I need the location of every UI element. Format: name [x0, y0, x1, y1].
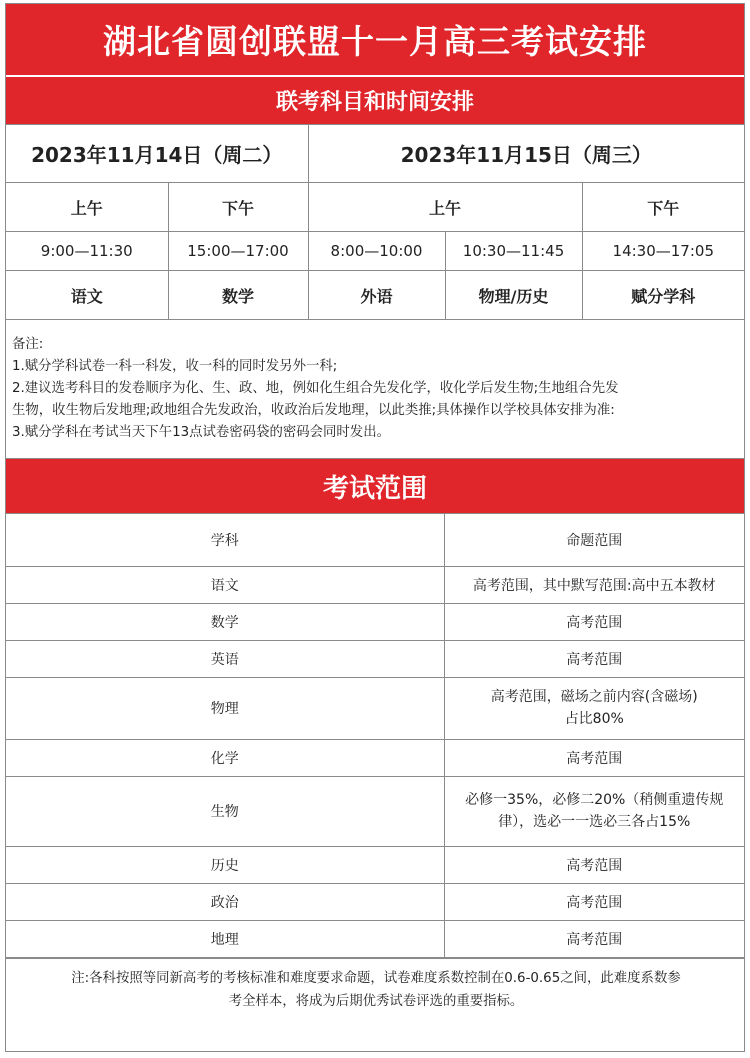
scope-subject: 化学: [6, 739, 444, 776]
schedule-heading: 联考科目和时间安排: [6, 75, 744, 125]
time-cell: 14:30—17:05: [582, 232, 744, 271]
scope-heading: 考试范围: [6, 459, 744, 514]
scope-header-row: [6, 514, 744, 566]
footnote-line: 考全样本，将成为后期优秀试卷评选的重要指标。: [228, 993, 524, 1009]
scope-range: 高考范围: [444, 883, 744, 920]
scope-subject: 政治: [6, 883, 444, 920]
date-row: [6, 125, 744, 183]
table-row: [6, 883, 744, 920]
table-row: [6, 776, 744, 846]
scope-subject: 地理: [6, 920, 444, 957]
scope-range: 高考范围: [444, 739, 744, 776]
period-day2-morning: 上午: [308, 183, 582, 232]
footnote-line: 注:各科按照等同新高考的考核标准和难度要求命题，试卷难度系数控制在0.6-0.65之间，此难度系数参: [71, 970, 681, 986]
period-day1-morning: 上午: [6, 183, 168, 232]
scope-range: 高考范围: [444, 640, 744, 677]
time-row: [6, 232, 744, 271]
scope-header-range: 命题范围: [444, 514, 744, 566]
exam-notice-page: [5, 3, 745, 1052]
table-row: [6, 677, 744, 739]
subject-row: [6, 271, 744, 320]
subject-cell: 外语: [308, 271, 445, 320]
scope-range-line: 必修一35%，必修二20%（稍侧重遗传规: [465, 792, 724, 808]
footnote: [6, 958, 744, 1021]
scope-table: [6, 514, 744, 958]
period-row: [6, 183, 744, 232]
subject-cell: 赋分学科: [582, 271, 744, 320]
scope-range-line: 律），选必一一选必三各占15%: [498, 814, 691, 830]
time-cell: 10:30—11:45: [445, 232, 582, 271]
time-cell: 15:00—17:00: [168, 232, 308, 271]
table-row: [6, 566, 744, 603]
table-row: [6, 603, 744, 640]
subject-cell: 数学: [168, 271, 308, 320]
note-line: 1.赋分学科试卷一科一科发，收一科的同时发另外一科;: [12, 359, 338, 374]
scope-subject: 生物: [6, 776, 444, 846]
notes-section: [6, 320, 744, 459]
scope-range: 高考范围: [444, 920, 744, 957]
scope-subject: 英语: [6, 640, 444, 677]
scope-range: 高考范围: [444, 846, 744, 883]
subject-cell: 语文: [6, 271, 168, 320]
scope-range-line: 高考范围，磁场之前内容(含磁场): [490, 689, 698, 705]
scope-subject: 历史: [6, 846, 444, 883]
schedule-table: [6, 125, 744, 320]
date-day1: 2023年11月14日（周二）: [6, 125, 308, 183]
scope-header-subject: 学科: [6, 514, 444, 566]
table-row: [6, 640, 744, 677]
note-line: 3.赋分学科在考试当天下午13点试卷密码袋的密码会同时发出。: [12, 425, 390, 440]
page-title: 湖北省圆创联盟十一月高三考试安排: [6, 4, 744, 75]
subject-cell: 物理/历史: [445, 271, 582, 320]
time-cell: 9:00—11:30: [6, 232, 168, 271]
scope-subject: 数学: [6, 603, 444, 640]
date-day2: 2023年11月15日（周三）: [308, 125, 744, 183]
scope-range: [444, 776, 744, 846]
note-line: 生物，收生物后发地理;政地组合先发政治，收政治后发地理，以此类推;具体操作以学校具体安排为准:: [12, 403, 615, 418]
note-line: 2.建议选考科目的发卷顺序为化、生、政、地，例如化生组合先发化学，收化学后发生物;生地组合先发: [12, 381, 619, 396]
notes-label: 备注:: [12, 337, 44, 352]
scope-subject: 语文: [6, 566, 444, 603]
scope-range-line: 占比80%: [564, 711, 624, 727]
scope-range: 高考范围，其中默写范围:高中五本教材: [444, 566, 744, 603]
time-cell: 8:00—10:00: [308, 232, 445, 271]
scope-range: 高考范围: [444, 603, 744, 640]
period-day1-afternoon: 下午: [168, 183, 308, 232]
table-row: [6, 920, 744, 957]
period-day2-afternoon: 下午: [582, 183, 744, 232]
table-row: [6, 739, 744, 776]
table-row: [6, 846, 744, 883]
scope-subject: 物理: [6, 677, 444, 739]
scope-range: [444, 677, 744, 739]
